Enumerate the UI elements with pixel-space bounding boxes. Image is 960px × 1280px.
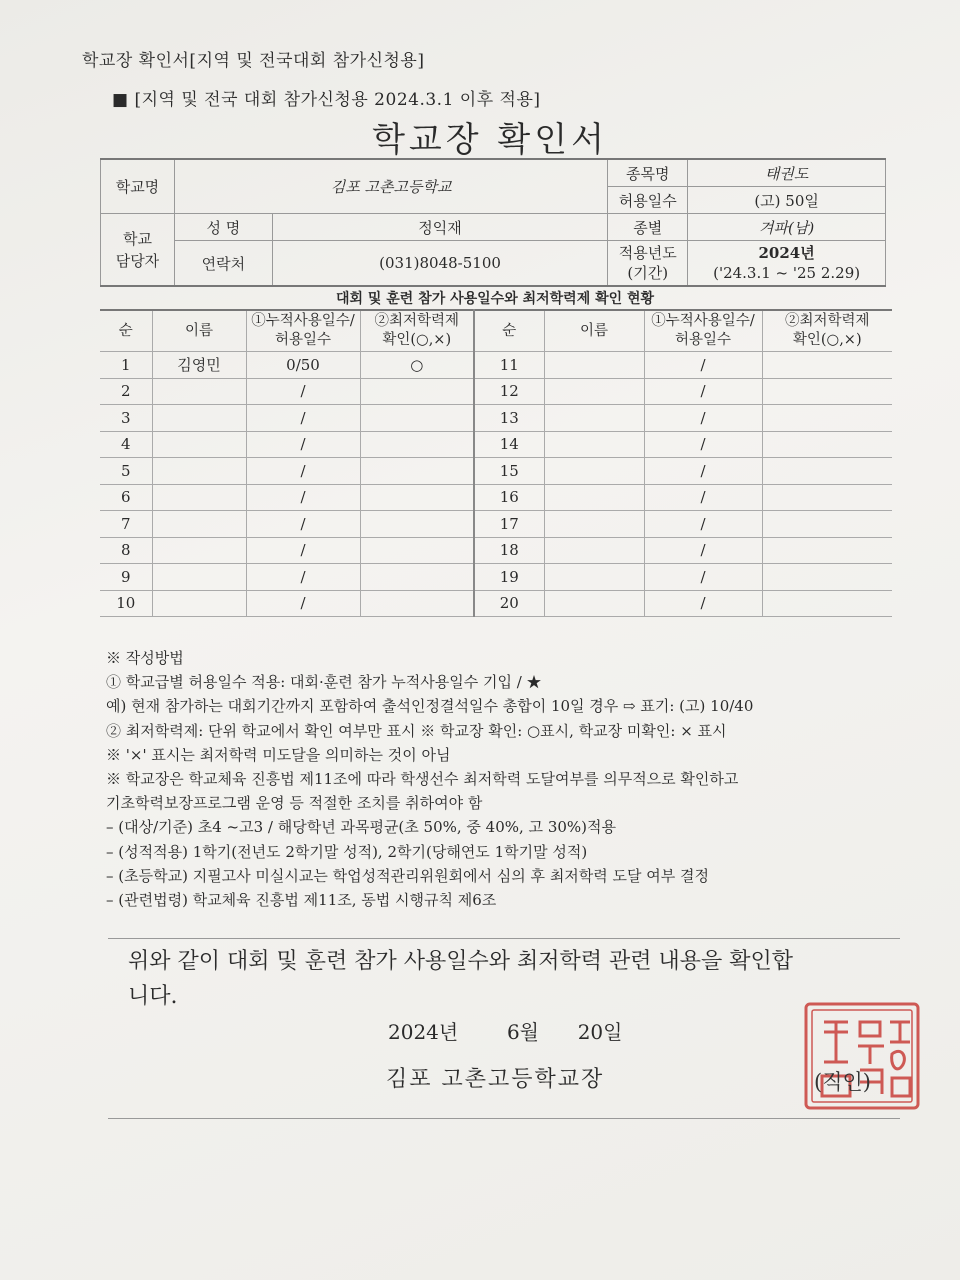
student-name [152, 378, 246, 405]
confirm-line-1: 위와 같이 대회 및 훈련 참가 사용일수와 최저학력 관련 내용을 확인합 [128, 949, 793, 974]
row-number: 13 [474, 405, 544, 432]
student-name [544, 484, 644, 511]
used-days: / [644, 458, 762, 485]
row-number: 12 [474, 378, 544, 405]
year-cell [688, 241, 886, 287]
student-name [544, 431, 644, 458]
note-line: 예) 현재 참가하는 대회기간까지 포함하여 출석인정결석일수 총합이 10일 경우 ⇨ 표기: (고) 10/40 [106, 697, 754, 716]
student-name [544, 590, 644, 617]
row-number: 16 [474, 484, 544, 511]
table-row [100, 352, 892, 379]
contact-value: (031)8048-5100 [272, 241, 608, 287]
table-row [100, 484, 892, 511]
school-value: 김포 고촌고등학교 [174, 159, 607, 214]
row-number: 18 [474, 537, 544, 564]
note-line: ※ '×' 표시는 최저학력 미도달을 의미하는 것이 아님 [106, 745, 451, 764]
student-name [544, 511, 644, 538]
used-days: / [246, 431, 360, 458]
row-number: 1 [100, 352, 152, 379]
principal-signature: 김포 고촌고등학교장 [386, 1067, 605, 1092]
date-year: 2024년 [388, 1020, 459, 1044]
allowed-days-label: 허용일수 [608, 187, 688, 214]
student-name [152, 431, 246, 458]
table-header-row [100, 310, 892, 352]
used-days: / [644, 537, 762, 564]
note-line: ※ 학교장은 학교체육 진흥법 제11조에 따라 학생선수 최저학력 도달여부를 의무적으로 확인하고 [106, 770, 739, 789]
name-value: 정익재 [272, 214, 608, 241]
header-name-right: 이름 [544, 310, 644, 352]
student-name [152, 511, 246, 538]
row-number: 3 [100, 405, 152, 432]
min-academic-check: ○ [360, 352, 474, 379]
issue-date [388, 1016, 622, 1045]
section-title: 대회 및 훈련 참가 사용일수와 최저학력제 확인 현황 [335, 291, 655, 307]
header-min-academic: ②최저학력제 확인(○,×) [360, 310, 474, 352]
student-name [152, 484, 246, 511]
used-days: / [246, 537, 360, 564]
used-days: / [644, 484, 762, 511]
note-line: ※ 작성방법 [106, 649, 184, 667]
student-name [152, 537, 246, 564]
allowed-days-value: (고) 50일 [688, 187, 886, 214]
year-value: 2024년 [758, 244, 815, 262]
header-subtitle: ■ [지역 및 전국 대회 참가신청용 2024.3.1 이후 적용] [112, 90, 541, 110]
table-row [100, 378, 892, 405]
min-academic-check [762, 564, 892, 591]
table-row [100, 564, 892, 591]
min-academic-check [762, 537, 892, 564]
used-days: / [246, 564, 360, 591]
min-academic-check [762, 378, 892, 405]
confirm-line-2: 니다. [128, 984, 178, 1009]
student-name [152, 405, 246, 432]
writing-instructions [106, 646, 906, 912]
student-name [152, 458, 246, 485]
date-month: 6월 [506, 1020, 539, 1044]
student-name [544, 458, 644, 485]
row-number: 5 [100, 458, 152, 485]
event-label: 종별 [608, 214, 688, 241]
min-academic-check [360, 590, 474, 617]
table-row [100, 537, 892, 564]
min-academic-check [762, 352, 892, 379]
row-number: 2 [100, 378, 152, 405]
min-academic-check [762, 484, 892, 511]
student-name [544, 378, 644, 405]
used-days: / [644, 378, 762, 405]
min-academic-check [762, 431, 892, 458]
row-number: 8 [100, 537, 152, 564]
header-days-right: ①누적사용일수/ 허용일수 [644, 310, 762, 352]
note-line: – (초등학교) 지필고사 미실시교는 학업성적관리위원회에서 심의 후 최저학력 도달 여부 결정 [106, 866, 710, 885]
note-line: ① 학교급별 허용일수 적용: 대회·훈련 참가 누적사용일수 기입 / ★ [106, 673, 542, 692]
row-number: 11 [474, 352, 544, 379]
divider-bottom [108, 1118, 900, 1119]
student-name [152, 590, 246, 617]
note-line: – (대상/기준) 초4 ~고3 / 해당학년 과목평균(초 50%, 중 40%, 고 30%)적용 [106, 818, 616, 837]
row-number: 10 [100, 590, 152, 617]
student-name: 김영민 [152, 352, 246, 379]
student-name [544, 405, 644, 432]
used-days: / [246, 511, 360, 538]
min-academic-check [360, 378, 474, 405]
contact-label: 연락처 [174, 241, 272, 287]
header-min-academic-right: ②최저학력제 확인(○,×) [762, 310, 892, 352]
min-academic-check [360, 511, 474, 538]
row-number: 17 [474, 511, 544, 538]
used-days: 0/50 [246, 352, 360, 379]
note-line: – (관련법령) 학교체육 진흥법 제11조, 동법 시행규칙 제6조 [106, 891, 497, 910]
table-row [100, 431, 892, 458]
table-row [100, 405, 892, 432]
note-line: ② 최저학력제: 단위 학교에서 확인 여부만 표시 ※ 학교장 확인: ○표시, 학교장 미확인: × 표시 [106, 721, 727, 740]
table-row [100, 458, 892, 485]
min-academic-check [360, 431, 474, 458]
confirmation-statement [128, 944, 888, 1014]
min-academic-check [762, 458, 892, 485]
row-number: 15 [474, 458, 544, 485]
student-name [544, 537, 644, 564]
sport-label: 종목명 [608, 159, 688, 187]
used-days: / [644, 511, 762, 538]
used-days: / [644, 352, 762, 379]
divider-top [108, 938, 900, 939]
row-number: 9 [100, 564, 152, 591]
min-academic-check [360, 564, 474, 591]
min-academic-check [762, 590, 892, 617]
participation-table [100, 309, 892, 617]
student-name [544, 564, 644, 591]
sport-value: 태권도 [688, 159, 886, 187]
seal-label: (직인) [814, 1070, 871, 1094]
event-value: 겨파(남) [688, 214, 886, 241]
min-academic-check [762, 405, 892, 432]
date-day: 20일 [577, 1020, 623, 1044]
row-number: 14 [474, 431, 544, 458]
row-number: 7 [100, 511, 152, 538]
row-number: 20 [474, 590, 544, 617]
min-academic-check [360, 458, 474, 485]
used-days: / [644, 431, 762, 458]
page-title: 학교장 확인서 [372, 120, 608, 160]
info-table [100, 158, 886, 287]
row-number: 4 [100, 431, 152, 458]
used-days: / [246, 405, 360, 432]
used-days: / [246, 484, 360, 511]
period-value: ('24.3.1 ~ '25 2.29) [713, 264, 861, 282]
student-name [544, 352, 644, 379]
table-row [100, 590, 892, 617]
used-days: / [246, 378, 360, 405]
header-no: 순 [100, 310, 152, 352]
used-days: / [644, 405, 762, 432]
used-days: / [246, 590, 360, 617]
min-academic-check [762, 511, 892, 538]
table-row [100, 511, 892, 538]
row-number: 6 [100, 484, 152, 511]
min-academic-check [360, 405, 474, 432]
header-name: 이름 [152, 310, 246, 352]
used-days: / [644, 590, 762, 617]
note-line: – (성적적용) 1학기(전년도 2학기말 성적), 2학기(당해연도 1학기말 성적) [106, 842, 588, 861]
header-small-title: 학교장 확인서[지역 및 전국대회 참가신청용] [82, 51, 425, 71]
name-label: 성 명 [174, 214, 272, 241]
header-no-right: 순 [474, 310, 544, 352]
manager-label: 학교 담당자 [101, 214, 175, 287]
student-name [152, 564, 246, 591]
header-days: ①누적사용일수/ 허용일수 [246, 310, 360, 352]
note-line: 기초학력보장프로그램 운영 등 적절한 조치를 취하여야 함 [106, 794, 483, 813]
row-number: 19 [474, 564, 544, 591]
year-label: 적용년도 (기간) [608, 241, 688, 287]
min-academic-check [360, 484, 474, 511]
min-academic-check [360, 537, 474, 564]
used-days: / [644, 564, 762, 591]
school-label: 학교명 [101, 159, 175, 214]
used-days: / [246, 458, 360, 485]
